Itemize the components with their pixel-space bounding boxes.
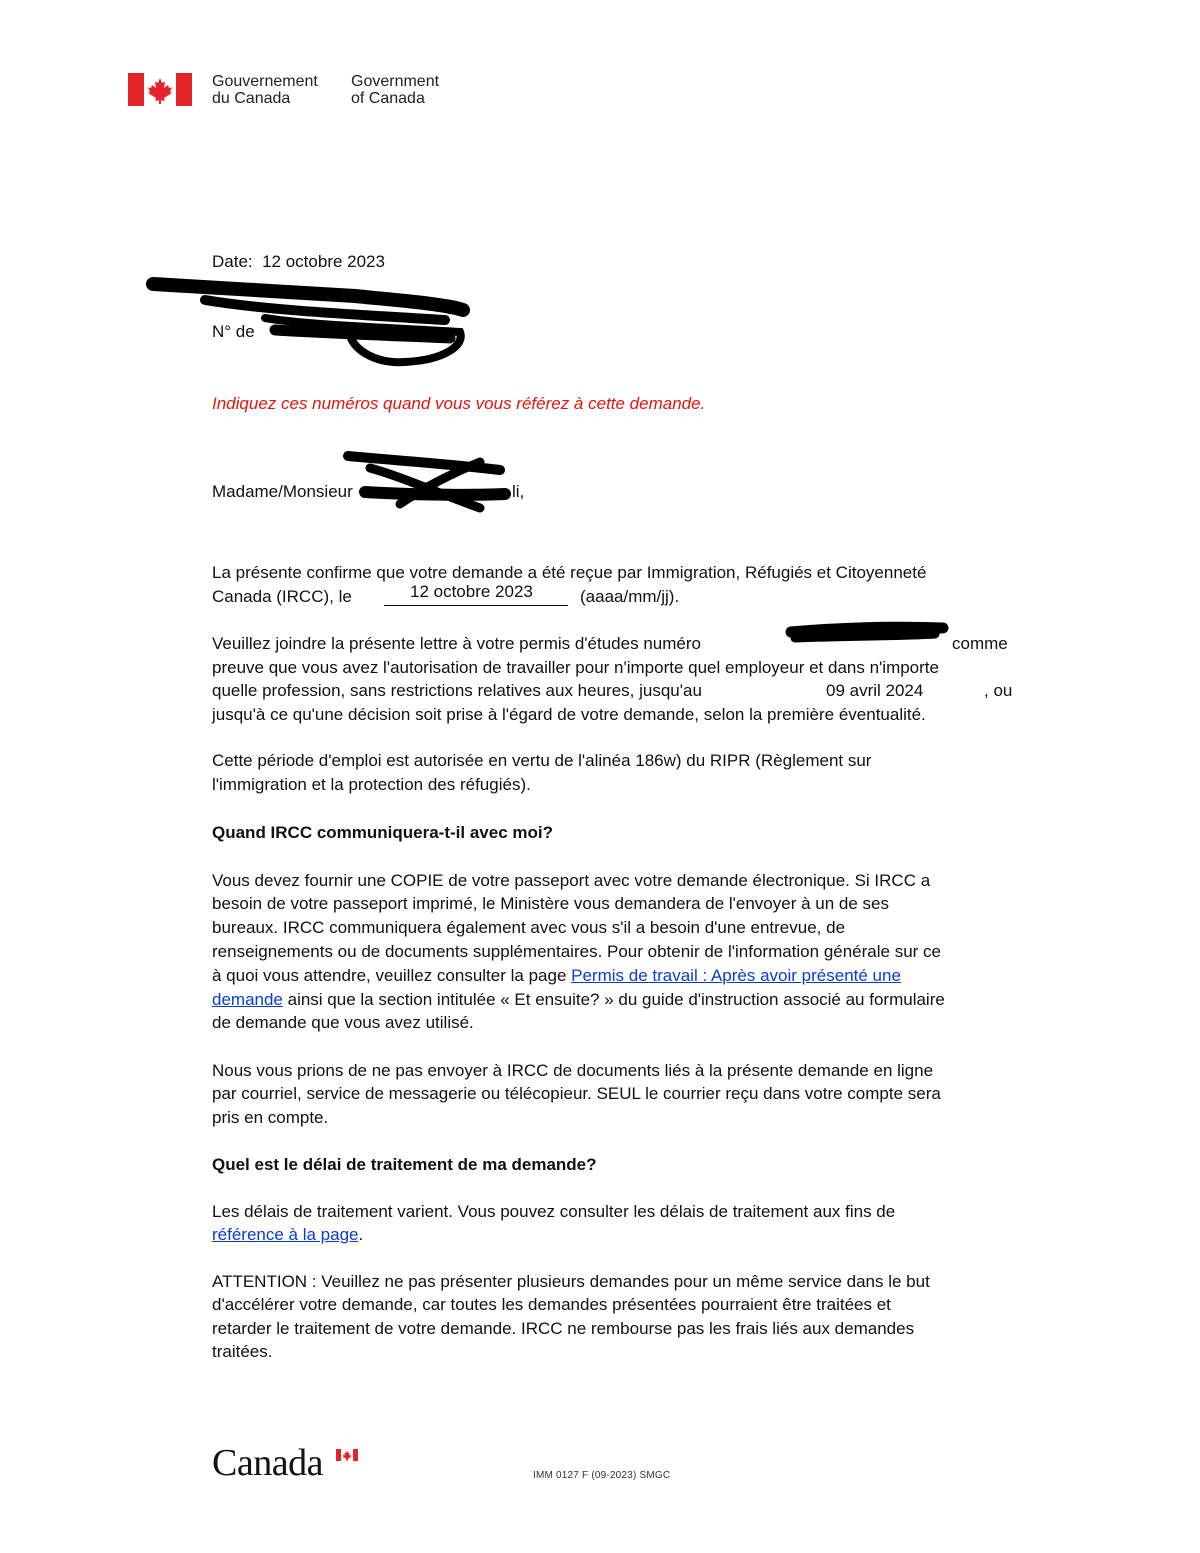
gov-fr-line2: du Canada bbox=[212, 90, 291, 107]
canada-flag-icon bbox=[128, 73, 192, 106]
paragraph-1-line-1: La présente confirme que votre demande a été reçue par Immigration, Réfugiés et Citoyenneté bbox=[212, 563, 927, 582]
redaction-mark bbox=[785, 618, 950, 648]
date-label: Date: bbox=[212, 252, 253, 271]
work-permit-link-continued[interactable]: demande bbox=[212, 990, 283, 1009]
paragraph-7-line-4: traitées. bbox=[212, 1342, 273, 1361]
wordmark-flag-icon bbox=[336, 1449, 358, 1461]
paragraph-4-line-7: de demande que vous avez utilisé. bbox=[212, 1013, 474, 1032]
paragraph-2-line-3-end: , ou bbox=[984, 681, 1013, 700]
paragraph-2-line-4: jusqu'à ce qu'une décision soit prise à l'égard de votre demande, selon la première éventualité. bbox=[212, 705, 926, 724]
section-heading-processing: Quel est le délai de traitement de ma demande? bbox=[212, 1155, 597, 1174]
work-permit-link[interactable]: Permis de travail : Après avoir présenté une bbox=[571, 966, 901, 985]
paragraph-4-line-5-text: à quoi vous attendre, veuillez consulter la page bbox=[212, 966, 567, 985]
salutation-end: li, bbox=[512, 482, 525, 501]
date-received-value: 12 octobre 2023 bbox=[410, 582, 533, 601]
form-code: IMM 0127 F (09-2023) SMGC bbox=[533, 1470, 671, 1481]
reference-note: Indiquez ces numéros quand vous vous référez à cette demande. bbox=[212, 394, 706, 413]
salutation bbox=[212, 480, 542, 504]
paragraph-4-line-2: besoin de votre passeport imprimé, le Ministère vous demandera de l'envoyer à un de ses bbox=[212, 894, 889, 913]
section-heading-contact: Quand IRCC communiquera-t-il avec moi? bbox=[212, 823, 553, 842]
paragraph-6-line-1: Les délais de traitement varient. Vous pouvez consulter les délais de traitement aux fins de bbox=[212, 1202, 896, 1221]
work-until-date: 09 avril 2024 bbox=[826, 681, 924, 700]
date-received-field-line bbox=[384, 605, 568, 606]
gov-en-line1: Government bbox=[351, 73, 440, 90]
gov-en-line2: of Canada bbox=[351, 90, 425, 107]
gov-signature-fr bbox=[212, 73, 318, 107]
date-value: 12 octobre 2023 bbox=[262, 252, 385, 271]
paragraph-2-line-1-end: comme bbox=[952, 634, 1008, 653]
paragraph-3-line-1: Cette période d'emploi est autorisée en vertu de l'alinéa 186w) du RIPR (Règlement sur bbox=[212, 751, 872, 770]
paragraph-5-line-1: Nous vous prions de ne pas envoyer à IRCC de documents liés à la présente demande en ligne bbox=[212, 1061, 934, 1080]
paragraph-5-line-2: par courriel, service de messagerie ou télécopieur. SEUL le courrier reçu dans votre compte sera bbox=[212, 1084, 941, 1103]
paragraph-4-line-3: bureaux. IRCC communiquera également avec vous s'il a besoin d'une entrevue, de bbox=[212, 918, 846, 937]
paragraph-4-line-4: renseignements ou de documents supplémentaires. Pour obtenir de l'information générale sur ce bbox=[212, 942, 941, 961]
paragraph-5-line-3: pris en compte. bbox=[212, 1108, 329, 1127]
canada-wordmark: Canada bbox=[212, 1442, 323, 1484]
gov-signature-en bbox=[351, 73, 439, 107]
paragraph-7-line-1: ATTENTION : Veuillez ne pas présenter plusieurs demandes pour un même service dans le but bbox=[212, 1272, 930, 1291]
paragraph-7-line-2: d'accélérer votre demande, car toutes les demandes présentées pourraient être traitées et bbox=[212, 1295, 891, 1314]
paragraph-4-line-6 bbox=[212, 988, 945, 1012]
paragraph-7-line-3: retarder le traitement de votre demande. IRCC ne rembourse pas les frais liés aux demandes bbox=[212, 1319, 915, 1338]
paragraph-6-line-2 bbox=[212, 1223, 363, 1247]
file-number-label: N° de bbox=[212, 322, 255, 341]
salutation-start: Madame/Monsieur bbox=[212, 482, 353, 501]
processing-times-link[interactable]: référence à la page bbox=[212, 1225, 359, 1244]
paragraph-4-line-5 bbox=[212, 964, 901, 988]
date-format-hint: (aaaa/mm/jj). bbox=[580, 587, 680, 606]
paragraph-3-line-2: l'immigration et la protection des réfugiés). bbox=[212, 775, 531, 794]
paragraph-2-line-1-start: Veuillez joindre la présente lettre à votre permis d'études numéro bbox=[212, 634, 701, 653]
paragraph-2-line-3-start: quelle profession, sans restrictions relatives aux heures, jusqu'au bbox=[212, 681, 702, 700]
file-number-line bbox=[212, 320, 255, 344]
gov-fr-line1: Gouvernement bbox=[212, 73, 318, 90]
paragraph-6-line-2-end: . bbox=[358, 1225, 364, 1244]
paragraph-4-line-1: Vous devez fournir une COPIE de votre passeport avec votre demande électronique. Si IRCC a bbox=[212, 871, 931, 890]
redaction-mark bbox=[145, 270, 475, 375]
paragraph-2-line-2: preuve que vous avez l'autorisation de travailler pour n'importe quel employeur et dans n'importe bbox=[212, 658, 939, 677]
paragraph-4-line-6-text: ainsi que la section intitulée « Et ensuite? » du guide d'instruction associé au formulaire bbox=[282, 990, 945, 1009]
paragraph-1-line-2-start: Canada (IRCC), le bbox=[212, 587, 352, 606]
date-line bbox=[212, 250, 385, 274]
